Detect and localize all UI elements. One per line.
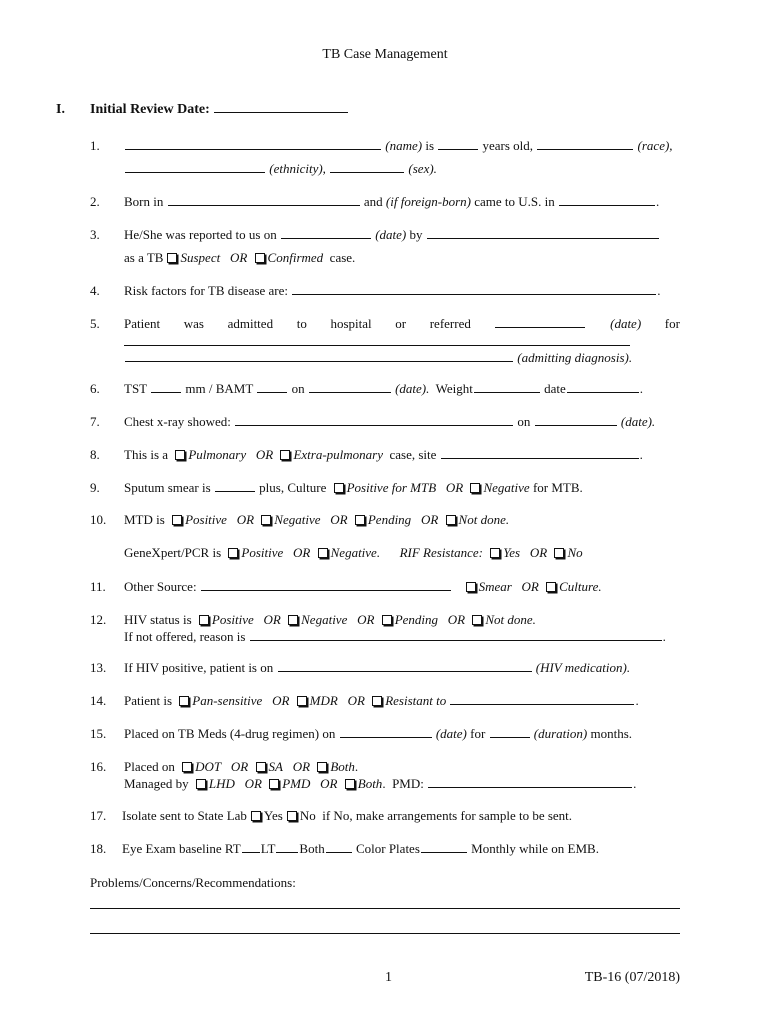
pmd-name-field[interactable]	[428, 776, 632, 788]
weight-date-field[interactable]	[567, 381, 639, 393]
genexpert-negative-checkbox[interactable]	[318, 548, 328, 558]
hiv-negative-checkbox[interactable]	[288, 615, 298, 625]
ethnicity-field[interactable]	[125, 161, 265, 173]
hiv-not-offered-reason-field[interactable]	[250, 629, 662, 641]
tst-field[interactable]	[151, 381, 181, 393]
item-10: 10. MTD is Positive OR Negative OR Pending OR Not done. GeneXpert/PCR is Positive OR Negative. RIF Resistance: Yes OR No	[90, 512, 583, 560]
problems-line-1[interactable]	[90, 908, 680, 909]
lhd-checkbox[interactable]	[196, 779, 206, 789]
form-number: TB-16 (07/2018)	[584, 970, 680, 985]
item-11: 11. Other Source: Smear OR Culture.	[90, 579, 602, 594]
pan-sensitive-checkbox[interactable]	[179, 696, 189, 706]
both-placed-checkbox[interactable]	[317, 762, 327, 772]
resistant-checkbox[interactable]	[372, 696, 382, 706]
pmd-checkbox[interactable]	[269, 779, 279, 789]
isolate-no-checkbox[interactable]	[287, 811, 297, 821]
resistant-to-field[interactable]	[450, 693, 634, 705]
xray-result-field[interactable]	[235, 414, 513, 426]
page-number: 1	[385, 970, 392, 985]
item-15: 15. Placed on TB Meds (4-drug regimen) on (date) for (duration) months.	[90, 726, 633, 741]
weight-field[interactable]	[474, 381, 540, 393]
arrival-year-field[interactable]	[559, 194, 655, 206]
birthplace-field[interactable]	[168, 194, 360, 206]
item-2: 2. Born in and (if foreign-born) came to U.S. in .	[90, 194, 660, 209]
culture-negative-checkbox[interactable]	[470, 483, 480, 493]
item-17: 17. Isolate sent to State Lab Yes No if No, make arrangements for sample to be sent.	[90, 808, 573, 823]
admitting-diagnosis-field[interactable]	[125, 350, 513, 362]
item-7: 7. Chest x-ray showed: on (date).	[90, 414, 656, 429]
risk-factors-field[interactable]	[292, 283, 656, 295]
item-5: 5. Patient was admitted to hospital or referred (date) for (admitting diagnosis).	[90, 316, 680, 365]
mtd-positive-checkbox[interactable]	[172, 515, 182, 525]
smear-checkbox[interactable]	[466, 582, 476, 592]
problems-line-2[interactable]	[90, 933, 680, 934]
hiv-pending-checkbox[interactable]	[382, 615, 392, 625]
race-field[interactable]	[537, 138, 633, 150]
mtd-negative-checkbox[interactable]	[261, 515, 271, 525]
bamt-field[interactable]	[257, 381, 287, 393]
hiv-not-done-checkbox[interactable]	[472, 615, 482, 625]
hiv-medication-field[interactable]	[278, 660, 532, 672]
mtd-not-done-checkbox[interactable]	[446, 515, 456, 525]
sa-checkbox[interactable]	[256, 762, 266, 772]
item-8: 8. This is a Pulmonary OR Extra-pulmonary case, site .	[90, 447, 643, 462]
problems-label: Problems/Concerns/Recommendations:	[90, 875, 296, 890]
name-field[interactable]	[125, 138, 381, 150]
item-6: 6. TST mm / BAMT on (date). Weight date .	[90, 381, 644, 396]
item-4: 4. Risk factors for TB disease are: .	[90, 283, 661, 298]
section-initial-review	[56, 101, 349, 118]
duration-field[interactable]	[490, 726, 530, 738]
smear-field[interactable]	[215, 480, 255, 492]
isolate-yes-checkbox[interactable]	[251, 811, 261, 821]
item-13: 13. If HIV positive, patient is on (HIV medication).	[90, 660, 631, 675]
item-9: 9. Sputum smear is plus, Culture Positive for MTB OR Negative for MTB.	[90, 480, 583, 495]
confirmed-checkbox[interactable]	[255, 253, 265, 263]
age-field[interactable]	[438, 138, 478, 150]
item-16: 16. Placed on DOT OR SA OR Both. Managed by LHD OR PMD OR Both. PMD: .	[90, 759, 637, 791]
genexpert-positive-checkbox[interactable]	[228, 548, 238, 558]
reported-date-field[interactable]	[281, 227, 371, 239]
item-18: 18. Eye Exam baseline RT LT Both Color Plates Monthly while on EMB.	[90, 841, 599, 856]
eye-both-field[interactable]	[326, 841, 352, 853]
hiv-positive-checkbox[interactable]	[199, 615, 209, 625]
review-date-field[interactable]	[214, 101, 348, 113]
item-1: 1. (name) is years old, (race), (ethnicity), (sex).	[90, 138, 673, 176]
section-label: Initial Review Date:	[90, 102, 210, 117]
item-14: 14. Patient is Pan-sensitive OR MDR OR Resistant to .	[90, 693, 639, 708]
mdr-checkbox[interactable]	[297, 696, 307, 706]
admit-date-field[interactable]	[495, 316, 585, 328]
pulmonary-checkbox[interactable]	[175, 450, 185, 460]
culture-checkbox[interactable]	[546, 582, 556, 592]
mtd-pending-checkbox[interactable]	[355, 515, 365, 525]
color-plates-field[interactable]	[421, 841, 467, 853]
item-3: 3. He/She was reported to us on (date) by as a TB Suspect OR Confirmed case.	[90, 227, 680, 266]
tst-date-field[interactable]	[309, 381, 391, 393]
xray-date-field[interactable]	[535, 414, 617, 426]
site-field[interactable]	[441, 447, 639, 459]
reported-by-field[interactable]	[427, 227, 659, 239]
rif-yes-checkbox[interactable]	[490, 548, 500, 558]
item-12: 12. HIV status is Positive OR Negative OR Pending OR Not done. If not offered, reason is .	[90, 612, 666, 644]
meds-date-field[interactable]	[340, 726, 432, 738]
admit-reason-line[interactable]	[124, 332, 630, 346]
extra-pulmonary-checkbox[interactable]	[280, 450, 290, 460]
eye-lt-field[interactable]	[276, 841, 298, 853]
both-managed-checkbox[interactable]	[345, 779, 355, 789]
suspect-checkbox[interactable]	[167, 253, 177, 263]
section-number: I.	[56, 102, 65, 117]
eye-rt-field[interactable]	[242, 841, 260, 853]
rif-no-checkbox[interactable]	[554, 548, 564, 558]
other-source-field[interactable]	[201, 579, 451, 591]
culture-positive-checkbox[interactable]	[334, 483, 344, 493]
page-title: TB Case Management	[322, 47, 448, 62]
sex-field[interactable]	[330, 161, 404, 173]
dot-checkbox[interactable]	[182, 762, 192, 772]
